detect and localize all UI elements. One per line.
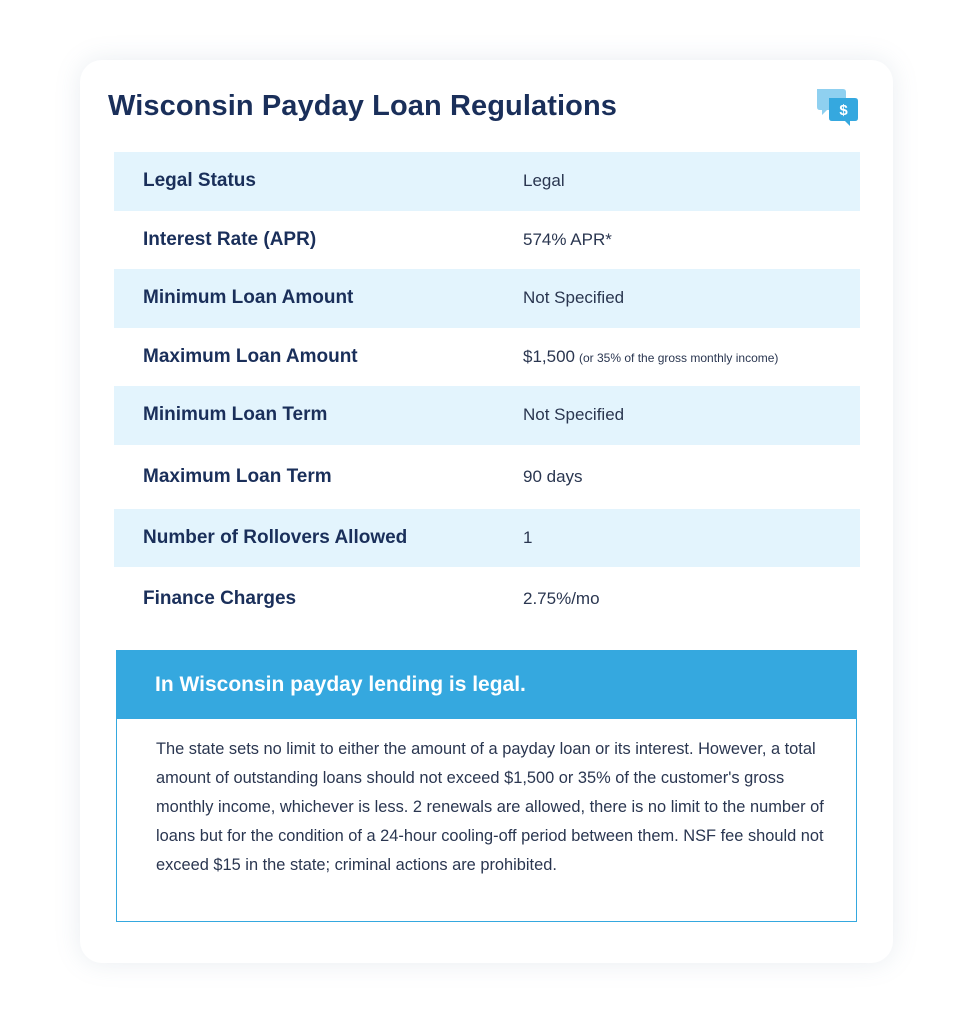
row-label: Legal Status [143,170,256,192]
row-value [523,589,600,609]
row-label: Maximum Loan Term [143,465,332,487]
regulations-table [114,152,860,631]
info-body: The state sets no limit to either the amount of a payday loan or its interest. However, a total amount of outstanding loans should not exceed $1,500 or 35% of the customer's gross monthly income, whichever is less. 2 renewals are allowed, there is no limit to the number of loans but for the condition of a 24-hour cooling-off period between them. NSF fee should not exceed $15 in the state; criminal actions are prohibited. [156,740,824,874]
card-title: Wisconsin Payday Loan Regulations [108,90,618,122]
row-label: Minimum Loan Term [143,404,328,426]
table-row [114,567,860,631]
value-text: 1 [523,527,533,547]
value-text: Not Specified [523,405,625,425]
info-title: In Wisconsin payday lending is legal. [155,673,526,696]
value-text: 90 days [523,466,583,486]
value-text: Not Specified [523,288,625,308]
value-note: (or 35% of the gross monthly income) [579,350,779,365]
table-row [114,211,860,270]
row-value [523,528,532,548]
row-value [523,467,583,487]
dollar-chat-bubble-icon [815,87,861,127]
row-value [523,288,624,308]
row-label: Maximum Loan Amount [143,345,358,367]
row-value [523,405,624,425]
row-value [523,230,612,250]
value-text: Legal [523,171,565,191]
dollar-symbol: $ [839,102,848,119]
regulations-card [80,60,893,963]
table-row [114,152,860,211]
row-value [523,171,565,191]
info-header [117,651,856,719]
row-value [523,347,778,367]
table-row [114,386,860,445]
row-label: Finance Charges [143,588,297,609]
table-row [114,445,860,509]
row-label: Interest Rate (APR) [143,228,317,250]
table-row [114,509,860,568]
value-text: 2.75%/mo [523,589,600,608]
value-text: $1,500 [523,346,575,366]
row-label: Minimum Loan Amount [143,287,354,309]
info-box [116,650,857,922]
table-row [114,269,860,328]
row-label: Number of Rollovers Allowed [143,526,408,548]
table-row [114,328,860,387]
value-text: 574% APR* [523,229,612,249]
